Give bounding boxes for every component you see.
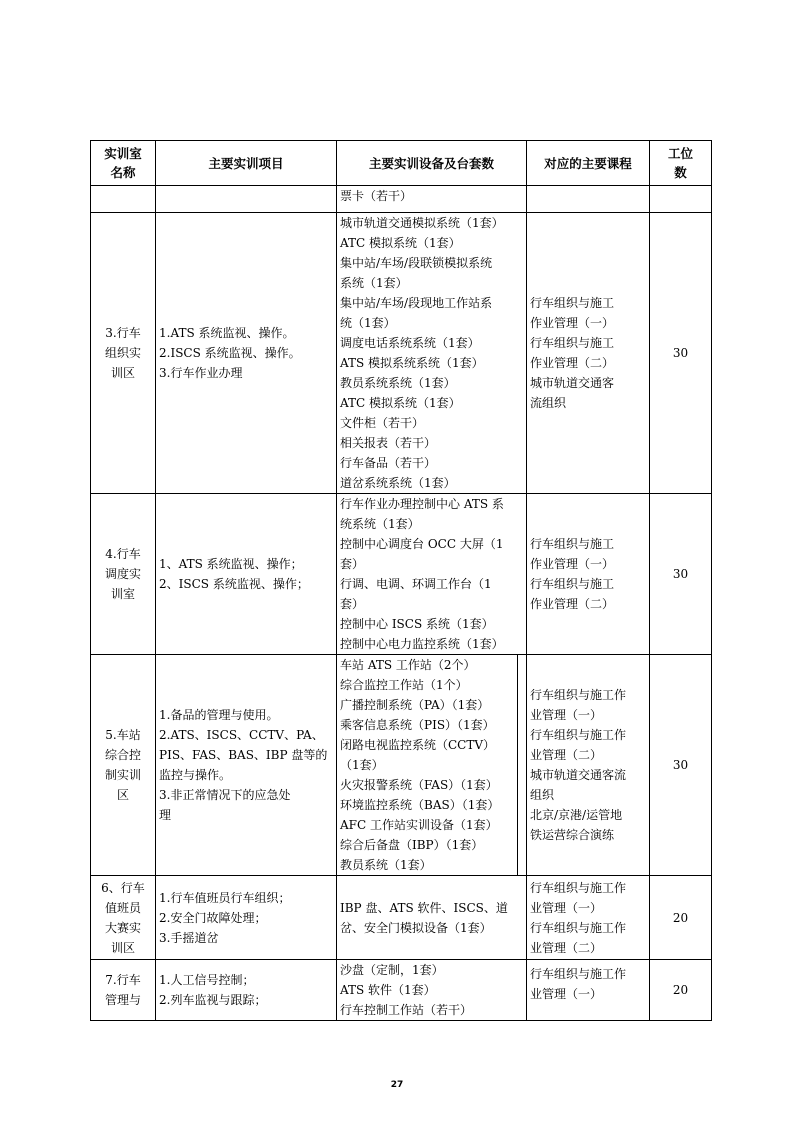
equipment-line: AFC 工作站实训设备（1套）: [340, 818, 498, 832]
course-line: 行车组织与施工作: [530, 920, 627, 935]
course-line: 作业管理（一）: [530, 316, 615, 330]
equipment-line: 行调、电调、环调工作台（1: [340, 577, 492, 591]
equipment-line: 行车作业办理控制中心 ATS 系: [340, 497, 504, 511]
equipment-line: 文件柜（若干）: [340, 416, 425, 430]
project-cell: [156, 655, 337, 876]
equipment-cell: [337, 494, 527, 655]
project-line: 3.手摇道岔: [159, 930, 219, 945]
equipment-cell: [337, 655, 527, 876]
course-line: 行车组织与施工: [530, 296, 615, 310]
course-line: 城市轨道交通客流: [530, 768, 627, 782]
course-line: 业管理（一）: [530, 900, 603, 915]
project-cell: [156, 960, 337, 1021]
project-line: 2、ISCS 系统监视、操作；: [159, 577, 309, 591]
equipment-line: 教员系统（1套）: [340, 858, 432, 872]
equipment-line: ATS 模拟系统系统（1套）: [340, 356, 484, 370]
table-row: [91, 213, 712, 494]
room-line: 6、行车: [101, 880, 145, 895]
stations-cell: 30: [650, 655, 712, 876]
equipment-cell: [337, 960, 527, 1021]
project-line: 1.ATS 系统监视、操作。: [159, 326, 295, 340]
course-cell: [527, 960, 650, 1021]
stations-cell: 30: [650, 494, 712, 655]
course-line: 北京/京港/运管地: [530, 808, 623, 822]
equipment-line: 道岔系统系统（1套）: [340, 476, 456, 490]
room-line: 大赛实: [104, 920, 141, 935]
room-name-cell: [91, 494, 156, 655]
header-room-name: 实训室 名称: [91, 141, 156, 186]
room-name-cell: [91, 213, 156, 494]
project-line: 2.ATS、ISCS、CCTV、PA、: [159, 728, 324, 742]
room-line: 组织实: [104, 346, 141, 360]
header-equipment: 主要实训设备及台套数: [337, 141, 527, 186]
course-line: 作业管理（一）: [530, 557, 615, 571]
course-line: 作业管理（二）: [530, 597, 615, 611]
table-row: [91, 186, 712, 213]
room-line: 综合控: [104, 748, 141, 762]
room-line: 训区: [110, 366, 135, 380]
room-line: 训区: [110, 940, 135, 955]
course-line: 流组织: [530, 396, 567, 410]
project-line: 1、ATS 系统监视、操作；: [159, 557, 303, 571]
project-cell: [156, 494, 337, 655]
equipment-line: 票卡（若干）: [340, 189, 413, 203]
equipment-line: 行车备品（若干）: [340, 456, 437, 470]
table-row: [91, 876, 712, 960]
room-line: 3.行车: [105, 326, 141, 340]
equipment-line: 环境监控系统（BAS）（1套）: [340, 798, 500, 812]
project-line: PIS、FAS、BAS、IBP 盘等的: [159, 748, 328, 762]
course-line: 行车组织与施工作: [530, 880, 627, 895]
equipment-cell: [337, 876, 527, 960]
header-project: 主要实训项目: [156, 141, 337, 186]
project-cell: [156, 186, 337, 213]
equipment-line: 火灾报警系统（FAS）（1套）: [340, 778, 498, 792]
equipment-cell: [337, 213, 527, 494]
room-name-cell: [91, 186, 156, 213]
table-row: [91, 494, 712, 655]
room-line: 调度实: [104, 567, 141, 581]
course-line: 业管理（一）: [530, 708, 603, 722]
equipment-line: 岔、安全门模拟设备（1套）: [340, 920, 492, 935]
course-line: 行车组织与施工作: [530, 967, 627, 981]
room-name-cell: [91, 960, 156, 1021]
table-row: [91, 655, 712, 876]
equipment-line: 控制中心调度台 OCC 大屏（1: [340, 537, 504, 551]
project-line: 2.列车监视与跟踪；: [159, 993, 267, 1007]
equipment-cell: [337, 186, 527, 213]
equipment-line: 综合监控工作站（1个）: [340, 678, 468, 692]
equipment-line: 广播控制系统（PA）（1套）: [340, 698, 490, 712]
equipment-line: 集中站/车场/段现地工作站系: [340, 296, 493, 310]
project-line: 监控与操作。: [159, 768, 232, 782]
table-header-row: [91, 141, 712, 186]
stations-cell: [650, 186, 712, 213]
project-line: 3.行车作业办理: [159, 366, 243, 380]
equipment-line: 集中站/车场/段联锁模拟系统: [340, 256, 493, 270]
equipment-line: 城市轨道交通模拟系统（1套）: [340, 216, 504, 230]
course-line: 铁运营综合演练: [530, 828, 615, 842]
equipment-line: IBP 盘、ATS 软件、ISCS、道: [340, 900, 508, 915]
equipment-line: 相关报表（若干）: [340, 436, 437, 450]
equipment-line: 调度电话系统系统（1套）: [340, 336, 480, 350]
project-line: 1.备品的管理与使用。: [159, 708, 279, 722]
stations-cell: 30: [650, 213, 712, 494]
equipment-line: 乘客信息系统（PIS）（1套）: [340, 718, 495, 732]
project-cell: [156, 213, 337, 494]
equipment-line: ATC 模拟系统（1套）: [340, 396, 461, 410]
course-line: 业管理（一）: [530, 987, 603, 1001]
equipment-line: 控制中心电力监控系统（1套）: [340, 637, 504, 651]
room-name-cell: [91, 655, 156, 876]
project-line: 1.行车值班员行车组织；: [159, 890, 291, 905]
stations-cell: 20: [650, 960, 712, 1021]
room-line: 制实训: [104, 768, 141, 782]
room-line: 4.行车: [105, 547, 141, 561]
equipment-line: 教员系统系统（1套）: [340, 376, 456, 390]
project-line: 理: [159, 808, 172, 822]
project-line: 2.安全门故障处理；: [159, 910, 267, 925]
project-line: 3.非正常情况下的应急处: [159, 788, 291, 802]
project-cell: [156, 876, 337, 960]
table-row: [91, 960, 712, 1021]
course-cell: [527, 655, 650, 876]
header-stations: 工位 数: [650, 141, 712, 186]
page-number: 27: [390, 1080, 404, 1090]
course-line: 作业管理（二）: [530, 356, 615, 370]
course-line: 行车组织与施工作: [530, 688, 627, 702]
equipment-line: 套）: [340, 597, 365, 611]
stations-cell: 20: [650, 876, 712, 960]
room-line: 7.行车: [105, 973, 141, 987]
room-line: 5.车站: [105, 728, 141, 742]
project-line: 2.ISCS 系统监视、操作。: [159, 346, 301, 360]
course-cell: [527, 213, 650, 494]
equipment-line: （1套）: [340, 758, 384, 772]
training-rooms-table: [90, 140, 712, 1021]
equipment-line: 系统（1套）: [340, 276, 408, 290]
equipment-line: 闭路电视监控系统（CCTV）: [340, 738, 496, 752]
course-line: 行车组织与施工作: [530, 728, 627, 742]
room-line: 值班员: [104, 900, 141, 915]
course-line: 组织: [530, 788, 555, 802]
equipment-line: 车站 ATS 工作站（2个）: [340, 658, 476, 672]
equipment-line: 统（1套）: [340, 316, 396, 330]
equipment-line: 行车控制工作站（若干）: [340, 1003, 473, 1017]
project-line: 1.人工信号控制；: [159, 973, 255, 987]
room-line: 区: [116, 788, 129, 802]
course-cell: [527, 186, 650, 213]
room-name-cell: [91, 876, 156, 960]
course-cell: [527, 876, 650, 960]
equipment-line: 控制中心 ISCS 系统（1套）: [340, 617, 494, 631]
header-course: 对应的主要课程: [527, 141, 650, 186]
equipment-line: 套）: [340, 557, 365, 571]
equipment-line: 统系统（1套）: [340, 517, 420, 531]
equipment-line: 综合后备盘（IBP）（1套）: [340, 838, 484, 852]
equipment-line: ATC 模拟系统（1套）: [340, 236, 461, 250]
course-line: 业管理（二）: [530, 940, 603, 955]
room-line: 训室: [110, 587, 135, 601]
course-cell: [527, 494, 650, 655]
course-line: 城市轨道交通客: [530, 376, 615, 390]
course-line: 行车组织与施工: [530, 537, 615, 551]
equipment-line: 沙盘（定制，1套）: [340, 963, 444, 977]
equipment-line: ATS 软件（1套）: [340, 983, 436, 997]
course-line: 行车组织与施工: [530, 336, 615, 350]
room-line: 管理与: [104, 993, 141, 1007]
course-line: 行车组织与施工: [530, 577, 615, 591]
course-line: 业管理（二）: [530, 748, 603, 762]
